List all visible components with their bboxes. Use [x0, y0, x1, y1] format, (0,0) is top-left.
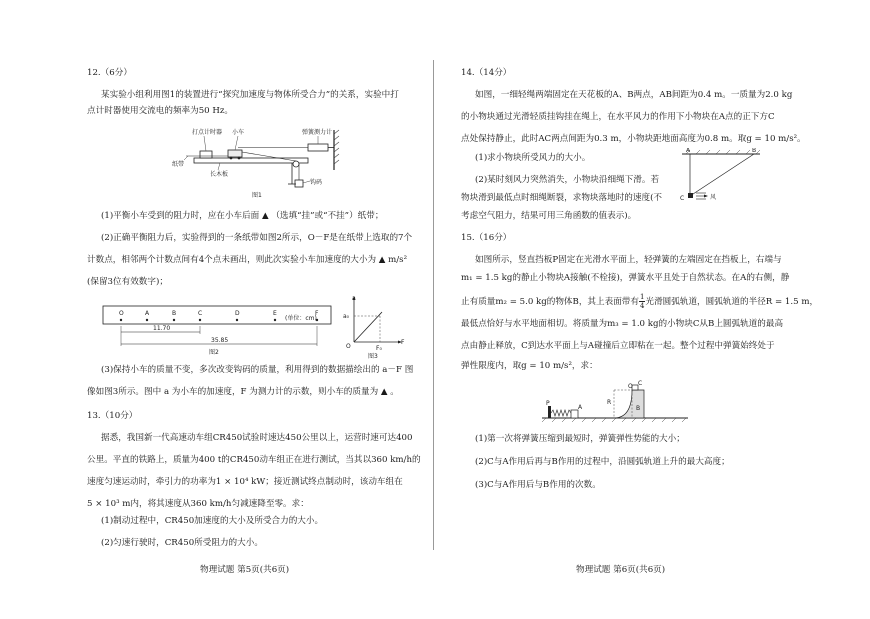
- q15-line3-pre: 止有质量m₂ = 5.0 kg的物体B，其上表面带有: [461, 297, 639, 307]
- q15-title: 15.（16分）: [461, 233, 512, 243]
- label-a: A: [578, 404, 583, 411]
- q15-line3: [461, 293, 818, 310]
- tape-point-d: D: [235, 310, 240, 317]
- board-label: 长木板: [210, 171, 229, 178]
- fraction-numerator: 1: [640, 293, 645, 301]
- q12-sub1: (1)平衡小车受到的阻力时，应在小车后面 ▲ （选填“挂”或“不挂”）纸带；: [101, 211, 384, 221]
- origin-label: O: [346, 343, 351, 350]
- q15-line6: 弹性限度内，取g = 10 m/s²，求：: [461, 361, 598, 371]
- q13-sub2: (2)匀速行驶时，CR450所受阻力的大小。: [101, 538, 263, 548]
- tape-dot-a: [146, 319, 148, 321]
- q14-sub2-line2: 物块滑到最低点时细绳断裂，求物块落地时的速度(不: [461, 193, 663, 203]
- q13-sub1: (1)制动过程中，CR450加速度的大小及所受合力的大小。: [101, 516, 324, 526]
- label-c: C: [638, 380, 643, 387]
- q12-sub2-line3: (保留3位有效数字)；: [87, 277, 168, 287]
- figure-1-apparatus: [172, 124, 356, 200]
- q15-line5: 点由静止释放，C到达水平面上与A碰撞后立即粘在一起。整个过程中弹簧始终处于: [461, 341, 775, 351]
- figure-1-caption: 图1: [252, 192, 262, 199]
- label-o: O: [628, 383, 633, 390]
- tape-dot-d: [236, 319, 238, 321]
- page-divider: [433, 60, 434, 550]
- q12-sub3-line2: 像如图3所示。图中 a 为小车的加速度，F 为测力计的示数，则小车的质量为 ▲ 。: [87, 387, 399, 397]
- q12-sub3-line1: (3)保持小车的质量不变，多次改变钩码的质量，利用得到的数据描绘出的 a－F 图: [101, 365, 414, 375]
- q15-line4: 最低点恰好与水平地面相切。将质量为m₃ = 1.0 kg的小物块C从B上圆弧轨道的最高: [461, 319, 784, 329]
- tape-unit: (单位：cm): [285, 315, 317, 322]
- figure-3-caption: 图3: [368, 353, 378, 360]
- figure-2-caption: 图2: [209, 349, 219, 356]
- tape-point-f: F: [315, 310, 319, 317]
- tape-dot-e: [274, 319, 276, 321]
- q14-line1: 如图，一细轻绳两端固定在天花板的A、B两点，AB间距为0.4 m。一质量为2.0 kg: [475, 90, 793, 100]
- wind-label: 风: [710, 194, 717, 201]
- figure-2-tape: [97, 296, 337, 360]
- q14-line2: 的小物块通过光滑轻质挂钩挂在绳上，在水平风力的作用下小物块在A点的正下方C: [461, 112, 775, 122]
- tape-point-c: C: [198, 310, 203, 317]
- q12-intro-line2: 点计时器使用交流电的频率为50 Hz。: [87, 106, 234, 116]
- tape-point-o: O: [119, 310, 124, 317]
- q15-line3-post: 光滑圆弧轨道，圆弧轨道的半径R = 1.5 m，: [645, 297, 819, 307]
- tape-dot-b: [173, 319, 175, 321]
- figure-3-graph: [342, 294, 406, 360]
- weight-label: 钩码: [310, 179, 323, 186]
- q13-line3: 速度匀速运动时，牵引力的功率为1 × 10⁴ kW；接近测试终点制动时，该动车组在: [87, 477, 403, 487]
- q15-sub1: (1)第一次将弹簧压缩到最短时，弹簧弹性势能的大小；: [475, 434, 685, 444]
- tape-label: 纸带: [172, 161, 185, 168]
- fraction-denominator: 4: [640, 302, 645, 310]
- axis-f: F: [401, 339, 405, 346]
- q13-line1: 据悉，我国新一代高速动车组CR450试验时速达450公里以上，运营时速可达400: [101, 433, 413, 443]
- point-b: B: [752, 148, 757, 154]
- q14-title: 14.（14分）: [461, 68, 512, 78]
- distance-of: 35.85: [211, 337, 229, 344]
- q12-intro-line1: 某实验小组利用图1的装置进行“探究加速度与物体所受合力”的关系，实验中打: [101, 90, 399, 100]
- q15-line2: m₁ = 1.5 kg的静止小物块A接触(不栓接)，弹簧水平且处于自然状态。在A的右侧，静: [461, 273, 790, 283]
- q14-sub2-line3: 考虑空气阻力，结果可用三角函数的值表示)。: [461, 211, 637, 221]
- q15-sub2: (2)C与A作用后再与B作用的过程中，沿圆弧轨道上升的最大高度；: [475, 457, 730, 467]
- q14-sub1: (1)求小物块所受风力的大小。: [475, 153, 591, 163]
- q15-line1: 如图所示，竖直挡板P固定在光滑水平面上，轻弹簧的左端固定在挡板上，右端与: [475, 255, 782, 265]
- q14-line3: 点处保持静止，此时AC两点间距为0.3 m，小物块距地面高度为0.8 m。取g = 10 m/s²。: [461, 134, 806, 144]
- q12-sub2-line1: (2)正确平衡阻力后，实验得到的一条纸带如图2所示，O－F是在纸带上选取的7个: [101, 233, 413, 243]
- label-p: P: [546, 400, 550, 407]
- tape-dot-c: [199, 319, 201, 321]
- label-r: R: [607, 399, 612, 406]
- point-a: A: [686, 148, 691, 154]
- q12-title: 12.（6分）: [87, 68, 132, 78]
- axis-a: a: [352, 295, 356, 302]
- left-page-footer: 物理试题 第5页(共6页): [200, 565, 290, 575]
- point-c: C: [680, 195, 685, 202]
- right-page-footer: 物理试题 第6页(共6页): [576, 565, 666, 575]
- a0-label: a₀: [343, 313, 350, 320]
- label-b: B: [636, 405, 641, 412]
- q13-title: 13.（10分）: [87, 411, 138, 421]
- tape-dot-o: [120, 319, 122, 321]
- f0-label: F₀: [376, 345, 382, 352]
- tape-point-a: A: [145, 310, 150, 317]
- q12-sub2-line2: 计数点，相邻两个计数点间有4个点未画出，则此次实验小车加速度的大小为 ▲ m/s²: [87, 255, 408, 265]
- tape-point-e: E: [273, 310, 277, 317]
- q14-sub2-line1: (2)某时刻风力突然消失，小物块沿细绳下滑。若: [475, 175, 660, 185]
- q13-line2: 公里。平直的铁路上，质量为400 t的CR450动车组正在进行测试，当其以360 km/h的: [87, 455, 421, 465]
- q14-figure: [676, 148, 766, 210]
- cart-label: 小车: [232, 129, 245, 136]
- spring-scale-label: 弹簧测力计: [302, 129, 333, 136]
- tape-point-b: B: [172, 310, 177, 317]
- distance-oc: 11.70: [153, 325, 171, 332]
- q15-sub3: (3)C与A作用后与B作用的次数。: [475, 480, 601, 490]
- timer-label: 打点计时器: [192, 129, 223, 136]
- q13-line4: 5 × 10³ m内，将其速度从360 km/h匀减速降至零。求：: [87, 499, 309, 509]
- q15-figure: [540, 380, 690, 426]
